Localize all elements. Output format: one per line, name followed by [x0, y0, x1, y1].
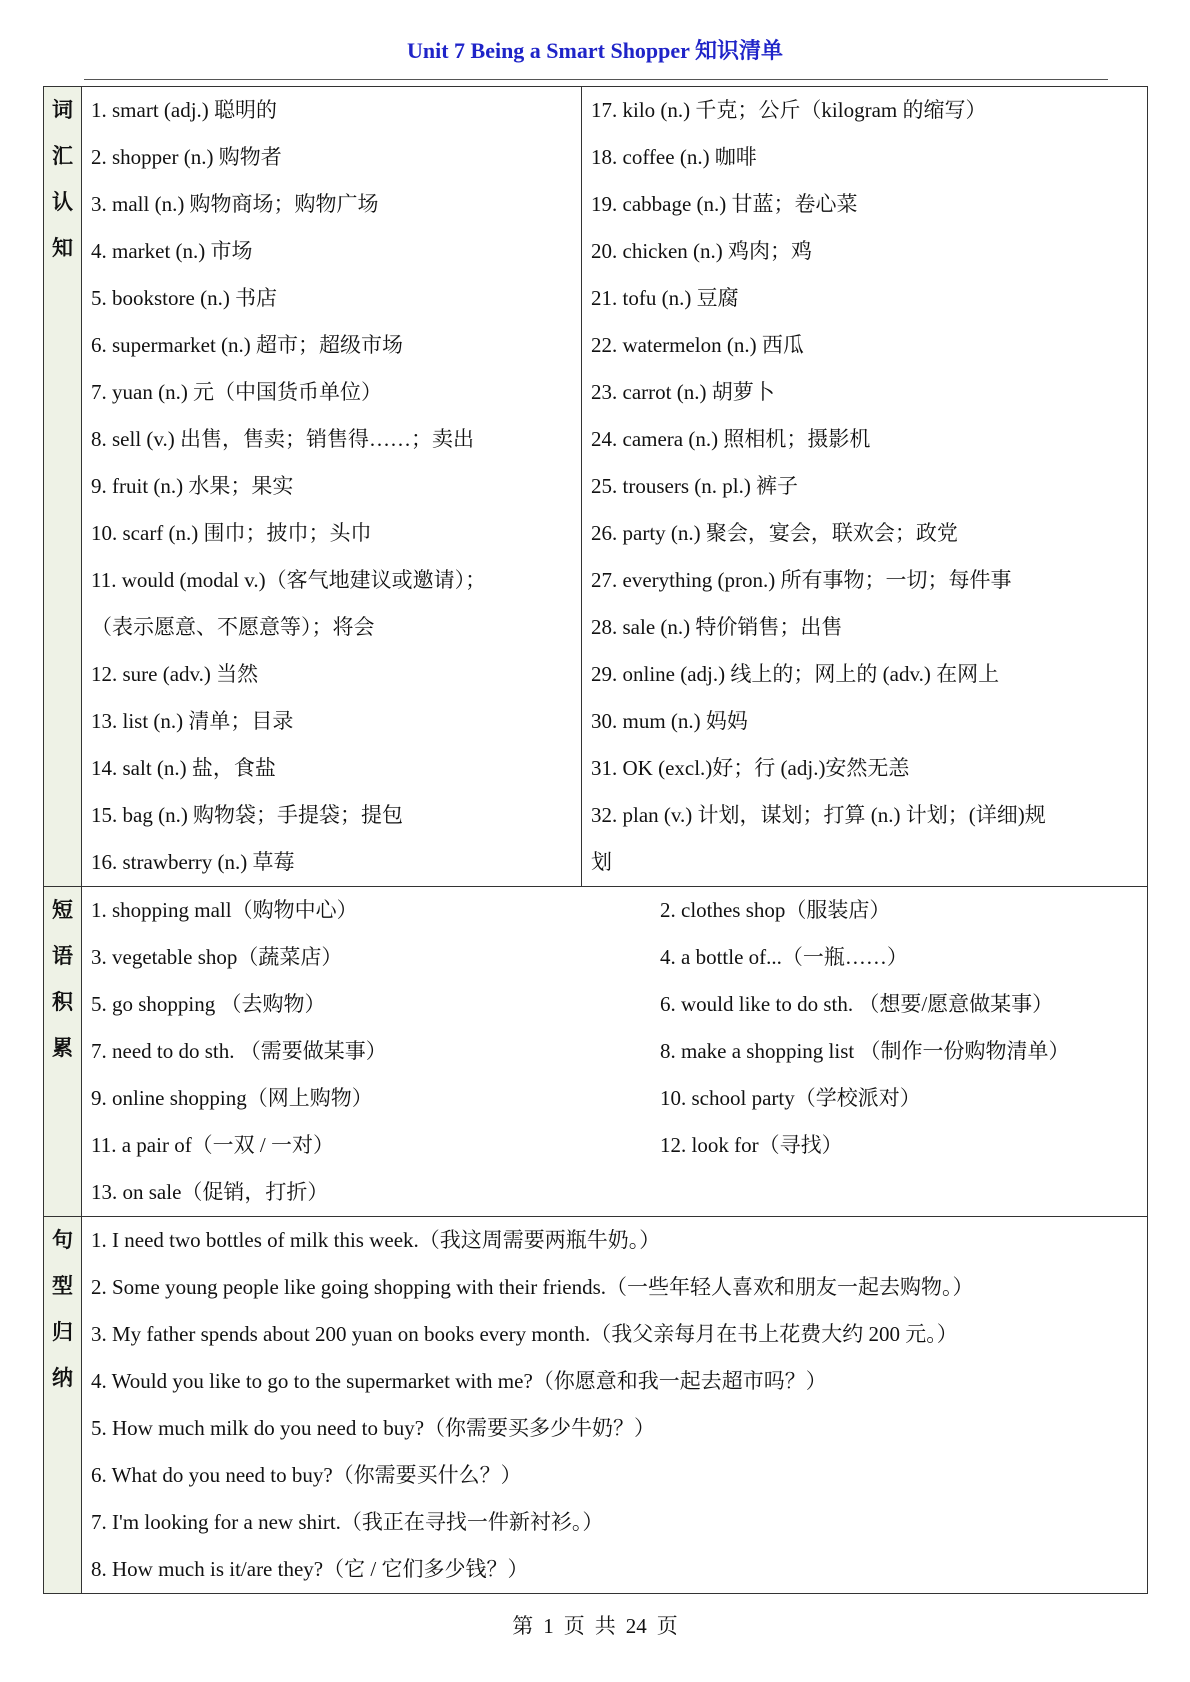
title-divider	[84, 79, 1108, 80]
phrase-row	[82, 1122, 1147, 1169]
phrases-list	[82, 887, 1148, 1217]
sentence-item: 7. I'm looking for a new shirt.（我正在寻找一件新衬衫。）	[91, 1510, 604, 1534]
vocab-item: 24. camera (n.) 照相机；摄影机	[591, 427, 871, 451]
phrase-item: 1. shopping mall（购物中心）	[91, 898, 358, 922]
sentence-item: 4. Would you like to go to the supermarket with me?（你愿意和我一起去超市吗？）	[91, 1369, 827, 1393]
page-title: Unit 7 Being a Smart Shopper 知识清单	[406, 38, 784, 63]
vocab-item: 4. market (n.) 市场	[91, 239, 253, 263]
vocab-item: 30. mum (n.) 妈妈	[591, 709, 748, 733]
phrases-label: 短 语 积 累	[44, 887, 82, 1217]
vocab-item: 21. tofu (n.) 豆腐	[591, 286, 739, 310]
vocab-item: 13. list (n.) 清单；目录	[91, 709, 294, 733]
vocab-item: 14. salt (n.) 盐，食盐	[91, 756, 276, 780]
vocab-item: 28. sale (n.) 特价销售；出售	[591, 615, 843, 639]
vocab-item: 32. plan (v.) 计划，谋划；打算 (n.) 计划；(详细)规	[591, 803, 1046, 827]
sentence-item: 1. I need two bottles of milk this week.（我这周需要两瓶牛奶。）	[91, 1228, 661, 1252]
sentences-section	[44, 1217, 1148, 1594]
vocab-item: 23. carrot (n.) 胡萝卜	[591, 380, 775, 404]
phrase-item: 8. make a shopping list （制作一份购物清单）	[660, 1039, 1070, 1063]
sentence-item: 6. What do you need to buy?（你需要买什么？）	[91, 1463, 522, 1487]
vocab-section	[44, 87, 1148, 887]
sentence-item: 5. How much milk do you need to buy?（你需要买多少牛奶？）	[91, 1416, 656, 1440]
phrase-item: 3. vegetable shop（蔬菜店）	[91, 945, 343, 969]
vocab-item: 17. kilo (n.) 千克；公斤（kilogram 的缩写）	[591, 98, 987, 122]
vocab-item: 29. online (adj.) 线上的；网上的 (adv.) 在网上	[591, 662, 1000, 686]
phrase-item: 4. a bottle of...（一瓶……）	[660, 945, 908, 969]
vocab-item: 3. mall (n.) 购物商场；购物广场	[91, 192, 379, 216]
phrase-row	[82, 1028, 1147, 1075]
vocab-item: 31. OK (excl.)好；行 (adj.)安然无恙	[591, 756, 910, 780]
sentence-item: 2. Some young people like going shopping with their friends.（一些年轻人喜欢和朋友一起去购物。）	[91, 1275, 974, 1299]
sentences-label: 句 型 归 纳	[44, 1217, 82, 1594]
phrase-item: 6. would like to do sth. （想要/愿意做某事）	[660, 992, 1054, 1016]
vocab-item: 16. strawberry (n.) 草莓	[91, 850, 295, 874]
vocab-item: 10. scarf (n.) 围巾；披巾；头巾	[91, 521, 372, 545]
vocab-left-column	[82, 87, 582, 887]
phrase-item: 10. school party（学校派对）	[660, 1086, 921, 1110]
phrase-row	[82, 1075, 1147, 1122]
vocab-item: 6. supermarket (n.) 超市；超级市场	[91, 333, 404, 357]
phrase-item: 9. online shopping（网上购物）	[91, 1086, 373, 1110]
page-number: 1	[543, 1614, 554, 1638]
phrase-row	[82, 981, 1147, 1028]
vocab-item: 27. everything (pron.) 所有事物；一切；每件事	[591, 568, 1012, 592]
phrase-item: 11. a pair of（一双 / 一对）	[91, 1133, 335, 1157]
phrase-row	[82, 1169, 1147, 1216]
phrase-row	[82, 887, 1147, 934]
phrases-section	[44, 887, 1148, 1217]
vocab-item: 26. party (n.) 聚会，宴会，联欢会；政党	[591, 521, 958, 545]
vocab-item: 7. yuan (n.) 元（中国货币单位）	[91, 380, 383, 404]
knowledge-table	[43, 86, 1148, 1594]
vocab-right-column	[582, 87, 1148, 887]
vocab-item: 20. chicken (n.) 鸡肉；鸡	[591, 239, 813, 263]
phrase-item: 2. clothes shop（服装店）	[660, 898, 891, 922]
phrase-item	[651, 1169, 1147, 1216]
vocab-item: 2. shopper (n.) 购物者	[91, 145, 282, 169]
vocab-item: 12. sure (adv.) 当然	[91, 662, 259, 686]
vocab-label: 词 汇 认 知	[44, 87, 82, 887]
vocab-item: （表示愿意、不愿意等）；将会	[91, 615, 375, 639]
phrase-item: 12. look for（寻找）	[660, 1133, 843, 1157]
sentence-item: 3. My father spends about 200 yuan on books every month.（我父亲每月在书上花费大约 200 元。）	[91, 1322, 958, 1346]
vocab-item: 1. smart (adj.) 聪明的	[91, 98, 278, 122]
sentences-list	[82, 1217, 1148, 1594]
phrase-row	[82, 934, 1147, 981]
phrase-item: 13. on sale（促销，打折）	[91, 1180, 329, 1204]
page-footer: 第 1 页 共 24 页	[512, 1614, 678, 1638]
vocab-item: 19. cabbage (n.) 甘蓝；卷心菜	[591, 192, 858, 216]
vocab-item: 划	[591, 850, 612, 874]
vocab-item: 22. watermelon (n.) 西瓜	[591, 333, 804, 357]
vocab-item: 9. fruit (n.) 水果；果实	[91, 474, 294, 498]
vocab-item: 15. bag (n.) 购物袋；手提袋；提包	[91, 803, 404, 827]
vocab-item: 8. sell (v.) 出售，售卖；销售得……；卖出	[91, 427, 475, 451]
vocab-item: 25. trousers (n. pl.) 裤子	[591, 474, 799, 498]
vocab-item: 18. coffee (n.) 咖啡	[591, 145, 757, 169]
phrase-item: 7. need to do sth. （需要做某事）	[91, 1039, 387, 1063]
phrase-item: 5. go shopping （去购物）	[91, 992, 326, 1016]
sentence-item: 8. How much is it/are they?（它 / 它们多少钱？）	[91, 1557, 529, 1581]
vocab-item: 11. would (modal v.)（客气地建议或邀请）；	[91, 568, 487, 592]
page-total: 24	[625, 1614, 647, 1638]
vocab-item: 5. bookstore (n.) 书店	[91, 286, 278, 310]
